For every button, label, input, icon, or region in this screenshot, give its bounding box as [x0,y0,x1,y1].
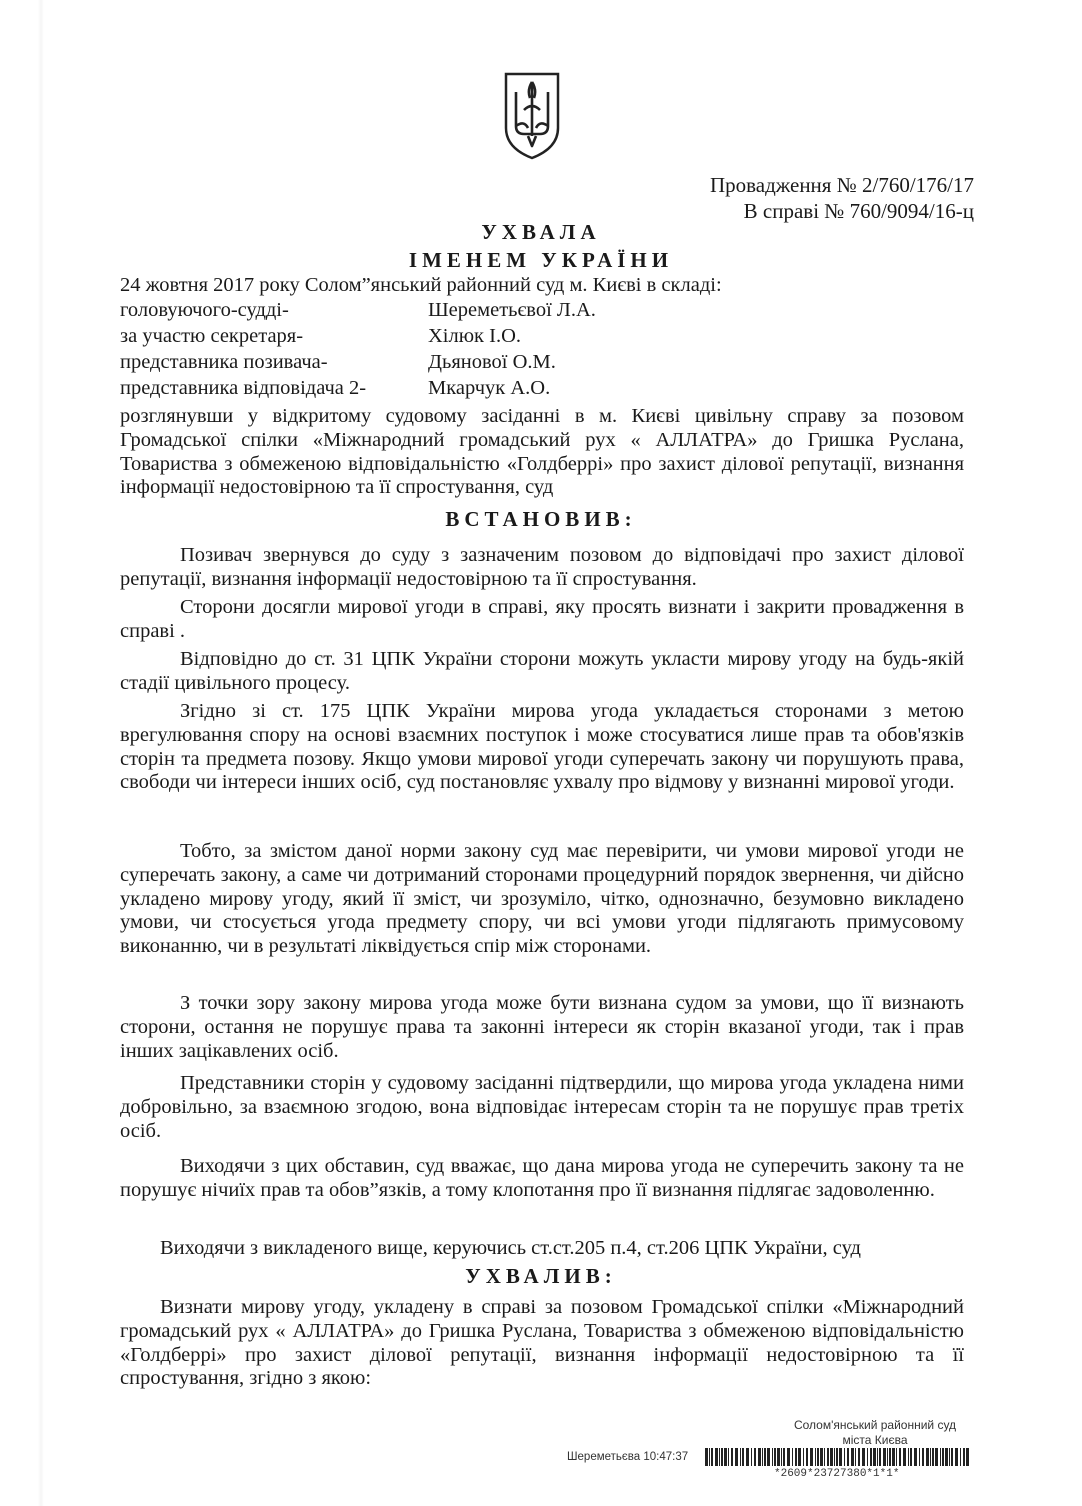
barcode [705,1448,969,1466]
panel-value: Шереметьєвої Л.А. [428,299,596,321]
barcode-bar [839,1448,842,1466]
barcode-bar [705,1448,708,1466]
barcode-bar [815,1448,816,1466]
barcode-bar [787,1448,790,1466]
barcode-bar [817,1448,819,1466]
barcode-bar [731,1448,733,1466]
barcode-bar [728,1448,729,1466]
document-subtitle: ІМЕНЕМ УКРАЇНИ [408,248,674,272]
barcode-bar [709,1448,710,1466]
barcode-bar [836,1448,838,1466]
basis-line: Виходячи з викладеного вище, керуючись ст.ст.205 п.4, ст.206 ЦПК України, суд [160,1237,861,1259]
barcode-bar [777,1448,780,1466]
barcode-bar [762,1448,763,1466]
barcode-bar [746,1448,749,1466]
barcode-bar [935,1448,938,1466]
barcode-bar [803,1448,804,1466]
barcode-bar [889,1448,891,1466]
section-heading-established: ВСТАНОВИВ: [445,507,637,531]
barcode-bar [851,1448,854,1466]
barcode-bar [834,1448,835,1466]
barcode-bar [903,1448,906,1466]
barcode-bar [887,1448,888,1466]
barcode-bar [877,1448,878,1466]
barcode-bar [932,1448,934,1466]
barcode-bar [963,1448,965,1466]
barcode-bar [820,1448,823,1466]
barcode-bar [740,1448,741,1466]
barcode-bar [926,1448,929,1466]
barcode-bar [754,1448,756,1466]
barcode-bar [806,1448,808,1466]
paragraph: Представники сторін у судовому засіданні підтвердили, що мирова угода укладена ними добровільно, за взаємною згодою, вона відповідає інтересам сторін та не порушує прав третіх осіб. [120,1072,964,1142]
barcode-bar [930,1448,931,1466]
barcode-bar [795,1448,797,1466]
signer-timestamp: Шереметьєва 10:47:37 [567,1451,689,1463]
barcode-bar [751,1448,752,1466]
panel-row-defendant-rep [120,377,550,401]
barcode-bar [781,1448,782,1466]
barcode-bar [719,1448,720,1466]
barcode-bar [715,1448,718,1466]
barcode-number: *2609*23727380*1*1* [774,1468,900,1480]
barcode-bar [858,1448,860,1466]
panel-value: Хілюк І.О. [428,325,522,347]
paragraph: Тобто, за змістом даної норми закону суд має перевірити, чи умови мирової угоди не суперечать закону, а саме чи дотриманий сторонами процедурний порядок звернення, чи дійсно укладено мирову угоду, який її зміст, чи зрозуміло, чітко, однозначно, безумовно викладено умови, чи стосується угода предмету спору, чи всі умови угоди підлягають примусовому виконанню, чи в результаті ліквідується спір між сторонами. [120,840,964,958]
trident-emblem-icon [502,70,562,160]
barcode-bar [870,1448,872,1466]
intro-line: 24 жовтня 2017 року Солом”янський районний суд м. Києві в складі: [120,274,722,296]
barcode-bar [960,1448,961,1466]
panel-label: представника позивача- [120,351,328,373]
barcode-bar [798,1448,801,1466]
barcode-bar [792,1448,793,1466]
panel-label: представника відповідача 2- [120,377,367,399]
barcode-bar [742,1448,744,1466]
paragraph: Сторони досягли мирової угоди в справі, яку просять визнати і закрити провадження в справі . [120,596,964,642]
barcode-bar [721,1448,723,1466]
barcode-bar [830,1448,833,1466]
proceeding-number: Провадження № 2/760/176/17 [709,173,974,197]
barcode-bar [867,1448,868,1466]
barcode-bar [767,1448,770,1466]
barcode-bar [919,1448,920,1466]
barcode-bar [758,1448,761,1466]
section-heading-ruled: УХВАЛИВ: [465,1264,617,1288]
barcode-bar [908,1448,909,1466]
panel-value: Мкарчук А.О. [428,377,551,399]
barcode-bar [764,1448,766,1466]
barcode-bar [940,1448,941,1466]
barcode-bar [955,1448,958,1466]
paragraph: Позивач звернувся до суду з зазначеним позовом до відповідачі про захист ділової репутації, визнання інформації недостовірною та її спростування. [120,544,964,590]
barcode-bar [896,1448,897,1466]
barcode-bar [735,1448,738,1466]
barcode-bar [711,1448,713,1466]
barcode-bar [879,1448,881,1466]
court-stamp: Солом'янський районний суд міста Києва [793,1418,957,1447]
barcode-bar [951,1448,953,1466]
barcode-bar [847,1448,849,1466]
barcode-bar [810,1448,813,1466]
barcode-bar [966,1448,969,1466]
barcode-bar [724,1448,727,1466]
case-number: В справі № 760/9094/16-ц [743,199,974,223]
barcode-bar [892,1448,895,1466]
ruling-paragraph: Визнати мирову угоду, укладену в справі за позовом Громадської спілки «Міжнародний громадський рух « АЛЛАТРА» до Гришка Руслана, Товариства з обмеженою відповідальністю «Голдберрі» про захист ділової репутації, визнання інформації недостовірною та її спростування, згідно з якою: [120,1296,964,1390]
paragraph: З точки зору закону мирова угода може бути визнана судом за умови, що її визнають сторони, остання не порушує права та законні інтереси як сторін вказаної угоди, так і прав інших зацікавлених осіб. [120,992,964,1062]
barcode-bar [949,1448,950,1466]
panel-label: за участю секретаря- [120,325,304,347]
paragraph: Відповідно до ст. 31 ЦПК України сторони можуть укласти мирову угоду на будь-якій стадії цивільного процесу. [120,648,964,694]
panel-row-plaintiff-rep [120,351,556,375]
panel-row-secretary [120,325,521,349]
case-description: розглянувши у відкритому судовому засіданні в м. Києві цивільну справу за позовом Громадської спілки «Міжнародний громадський рух « АЛЛАТРА» до Гришка Руслана, Товариства з обмеженою відповідальністю «Голдберрі» про захист ділової репутації, визнання інформації недостовірною та її спростування, суд [120,405,964,499]
barcode-bar [827,1448,829,1466]
barcode-bar [942,1448,944,1466]
panel-row-judge [120,299,596,323]
barcode-bar [914,1448,917,1466]
barcode-bar [945,1448,948,1466]
case-reference [710,172,974,224]
barcode-bar [824,1448,825,1466]
barcode-bar [899,1448,901,1466]
panel-label: головуючого-судді- [120,299,289,321]
barcode-bar [772,1448,773,1466]
barcode-bar [922,1448,924,1466]
panel-value: Дьянової О.М. [428,351,556,373]
document-title: УХВАЛА [481,220,601,244]
barcode-bar [774,1448,776,1466]
barcode-bar [873,1448,876,1466]
barcode-bar [862,1448,865,1466]
barcode-bar [883,1448,886,1466]
barcode-bar [855,1448,856,1466]
paragraph: Виходячи з цих обставин, суд вважає, що дана мирова угода не суперечить закону та не порушує нічиїх прав та обов”язків, а тому клопотання про її визнання підлягає задоволенню. [120,1155,964,1201]
barcode-bar [844,1448,845,1466]
paragraph: Згідно зі ст. 175 ЦПК України мирова угода укладається сторонами з метою врегулювання спору на основі взаємних поступок і може стосуватися лише прав та обов'язків сторін та предмета позову. Якщо умови мирової угоди суперечать закону чи порушують права, свободи чи інтереси інших осіб, суд постановляє ухвалу про відмову у визнанні мирової угоди. [120,700,964,794]
barcode-bar [783,1448,785,1466]
barcode-bar [910,1448,912,1466]
